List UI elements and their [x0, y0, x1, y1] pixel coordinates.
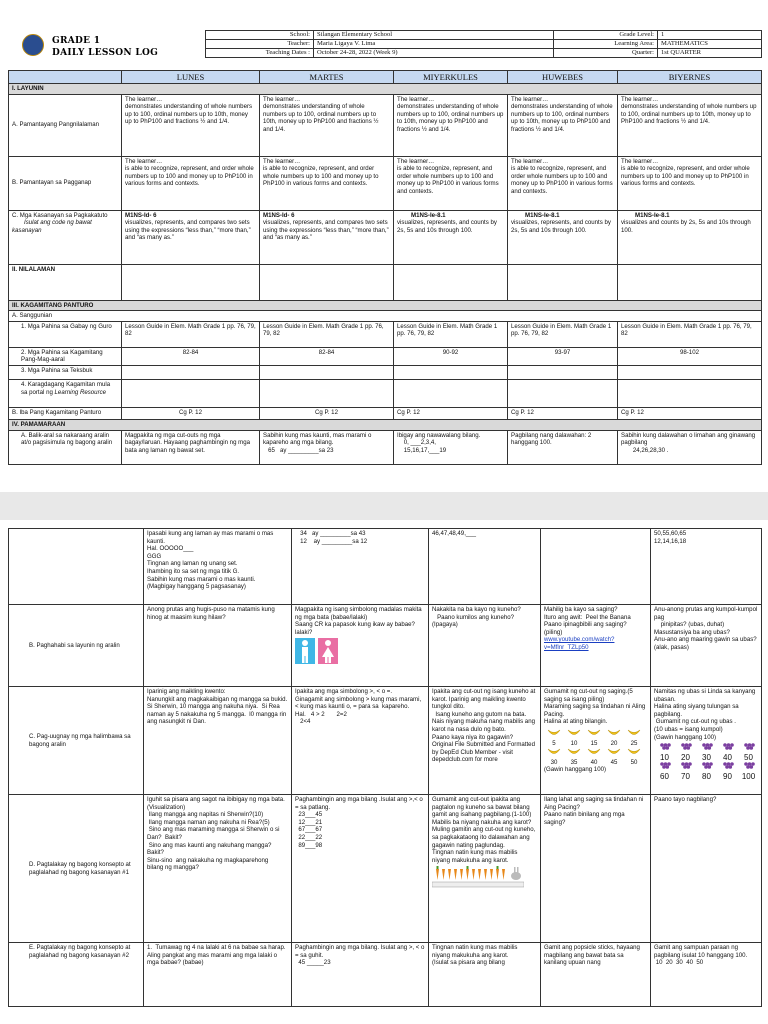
- cell-b-miyerkules: The learner… is able to recognize, represent, and order whole numbers up to 100 and money up to PhP100 in various forms and contexts.: [394, 156, 508, 210]
- cell-a2-huwebes: 93-97: [508, 347, 618, 365]
- paghahabi-miyerkules: Nakakita na ba kayo ng kuneho? Paano kumilos ang kuneho? (Ipagaya): [429, 605, 541, 687]
- pag-uugnay-miyerkules: Ipakita ang cut-out ng isang kuneho at karot. Iparinig ang maikling kwento tungkol dito. Isang kuneho ang gutom na bata. Nais niyang makuha nang mabilis ang karot na nasa dulo ng bato. Paano kaya niya ito gagawin? Original File Submitted and Formatted by DepEd Club Member - visit depedclub.com for more: [429, 687, 541, 795]
- cell-c-huwebes: [508, 210, 618, 264]
- cell-iv-a-martes: Sabihin kung mas kaunti, mas marami o kapareho ang mga bilang. 65 ay _________sa 23: [260, 430, 394, 464]
- banana-number: 45: [610, 758, 618, 766]
- cont-label-cell: [9, 529, 144, 605]
- deped-seal-logo: [22, 34, 44, 56]
- banana-icon: [607, 747, 621, 756]
- section-layunin: I. LAYUNIN: [9, 84, 762, 95]
- quarter-value: 1st QUARTER: [658, 49, 762, 58]
- grape-item: [717, 762, 738, 781]
- grade-title: GRADE 1: [52, 36, 101, 46]
- section-kagamitang-panturo: III. KAGAMITANG PANTURO: [9, 300, 762, 311]
- row-label-pagtalakay-2: E. Pagtalakay ng bagong konsepto at paglalahad ng bagong kasanayan #2: [9, 943, 144, 1007]
- cell-a3-lunes: [122, 365, 260, 379]
- pagtalakay1-biyernes: Paano tayo nagbilang?: [651, 795, 762, 943]
- pagtalakay1-miyerkules: [429, 795, 541, 943]
- grape-item: [654, 762, 675, 781]
- grape-icon: [701, 743, 713, 751]
- banana-number: 15: [590, 739, 598, 747]
- grape-counting-grid: [654, 743, 759, 781]
- row-label-kagamitang-pang-mag-aaral: 2. Mga Pahina sa Kagamitang Pang-Mag-aaral: [9, 347, 122, 365]
- paghahabi-huwebes: [541, 605, 651, 687]
- banana-item: [544, 747, 564, 766]
- banana-number: 25: [630, 739, 638, 747]
- cell-b-huwebes: The learner… is able to recognize, represent, and order whole numbers up to 100 and money up to PhP100 in various forms and contexts.: [508, 156, 618, 210]
- lesson-log-table-page1: [8, 70, 762, 465]
- row-label-gabay-ng-guro: 1. Mga Pahina sa Gabay ng Guro: [9, 321, 122, 347]
- banana-number: 20: [610, 739, 618, 747]
- day-header-huwebes: HUWEBES: [508, 71, 618, 84]
- banana-number: 50: [630, 758, 638, 766]
- grape-number: 40: [723, 753, 732, 763]
- cell-nilalaman-biyernes: [618, 264, 762, 300]
- teacher-value: Maria Ligaya V. Lima: [314, 40, 554, 49]
- banana-item: [564, 728, 584, 747]
- banana-icon: [547, 747, 561, 756]
- grape-number: 80: [702, 772, 711, 782]
- code-martes: M1NS-Id- 6: [263, 211, 295, 219]
- grape-icon: [680, 762, 692, 770]
- cell-nilalaman-martes: [260, 264, 394, 300]
- grape-item: [696, 762, 717, 781]
- cell-nilalaman-lunes: [122, 264, 260, 300]
- corner-header-cell: [9, 71, 122, 84]
- row-label-kasanayan: [9, 210, 122, 264]
- teacher-label: Teacher:: [206, 40, 314, 49]
- paghahabi-biyernes: Anu-anong prutas ang kumpol-kumpol pag pinipitas? (ubas, duhat) Masustansiya ba ang ubas? Anu-ano ang maaring gawin sa ubas? (alak, pasas): [651, 605, 762, 687]
- sanggunian-label: A. Sanggunian: [9, 311, 762, 322]
- day-header-miyerkules: MIYERKULES: [394, 71, 508, 84]
- school-value: Silangan Elementary School: [314, 31, 554, 40]
- grape-item: [717, 743, 738, 762]
- cell-a2-lunes: 82-84: [122, 347, 260, 365]
- grape-number: 10: [660, 753, 669, 763]
- row-label-pamantayang-pangnilalaman: A. Pamantayang Pangnilalaman: [9, 94, 122, 156]
- cell-a-huwebes: The learner… demonstrates understanding of whole numbers up to 100, ordinal numbers up to 10th, money up to PhP100 and fractions ½ and 1/4.: [508, 94, 618, 156]
- competency-biyernes: visualizes and counts by 2s, 5s and 10s through 100.: [621, 219, 751, 234]
- cell-b2-miyerkules: Cg P. 12: [394, 407, 508, 419]
- grape-icon: [743, 762, 755, 770]
- code-biyernes: M1NS-Ie-8.1: [635, 211, 670, 219]
- pagtalakay2-lunes: 1. Tumawag ng 4 na lalaki at 6 na babae sa harap. Aling pangkat ang mas marami ang mga lalaki o mga babae? (babae): [144, 943, 292, 1007]
- code-lunes: M1NS-Id- 6: [125, 211, 157, 219]
- banana-item: [564, 747, 584, 766]
- cell-c-martes: [260, 210, 394, 264]
- grape-icon: [659, 743, 671, 751]
- cell-a4-martes: [260, 379, 394, 407]
- cont-cell-martes: 34 ay _________sa 43 12 ay _________sa 12: [292, 529, 429, 605]
- pagtalakay1-martes: Paghambingin ang mga bilang .Isulat ang >,< o = sa patlang. 23___45 12___21 67___67 22___22 89___98: [292, 795, 429, 943]
- pag-uugnay-huwebes: [541, 687, 651, 795]
- cell-a3-martes: [260, 365, 394, 379]
- row-label-teksbuk: 3. Mga Pahina sa Teksbuk: [9, 365, 122, 379]
- row-label-karagdagang-kagamitan: [9, 379, 122, 407]
- cell-b-lunes: The learner… is able to recognize, represent, and order whole numbers up to 100 and money up to PhP100 in various forms and contexts.: [122, 156, 260, 210]
- competency-lunes: visualizes, represents, and compares two sets using the expressions “less than,” “more than,” and “as many as.”: [125, 219, 251, 242]
- cell-a3-biyernes: [618, 365, 762, 379]
- teaching-dates-label: Teaching Dates :: [206, 49, 314, 58]
- grape-number: 60: [660, 772, 669, 782]
- code-miyerkules: M1NS-Ie-8.1: [411, 211, 446, 219]
- karagdagang-label: 4. Karagdagang Kagamitan mula sa portal ng: [21, 380, 111, 396]
- banana-note: (Gawin hanggang 100): [544, 766, 606, 774]
- cell-a3-miyerkules: [394, 365, 508, 379]
- code-huwebes: M1NS-Ie-8.1: [525, 211, 560, 219]
- banana-item: [604, 728, 624, 747]
- cell-a-lunes: The learner… demonstrates understanding of whole numbers up to 100, ordinal numbers up to 10th, money up to PhP100 and fractions ½ and 1/4.: [122, 94, 260, 156]
- grape-item: [654, 743, 675, 762]
- banana-icon: [567, 747, 581, 756]
- day-header-martes: MARTES: [260, 71, 394, 84]
- paghahabi-lunes: Anong prutas ang hugis-puso na matamis kung hinog at maasim kung hilaw?: [144, 605, 292, 687]
- banana-item: [544, 728, 564, 747]
- grape-number: 20: [681, 753, 690, 763]
- pag-uugnay-huwebes-text: Gumamit ng cut-out ng saging.(5 saging sa isang piling) Maraming saging sa tindahan ni Aling Pacing. Halina at ating bilangin.: [544, 688, 646, 726]
- rabbit-carrot-numberline-icon: [432, 866, 524, 888]
- page-1: [0, 0, 768, 492]
- youtube-link[interactable]: www.youtube.com/watch?v=Mflnr_TZLp50: [544, 636, 615, 651]
- grade-level-label: Grade Level:: [554, 31, 658, 40]
- lesson-log-table-page2: [8, 528, 762, 1007]
- cell-c-biyernes: [618, 210, 762, 264]
- pagtalakay2-biyernes: Gamit ang sampuan paraan ng pagbilang isulat 10 hanggang 100. 10 20 30 40 50: [651, 943, 762, 1007]
- grape-number: 100: [741, 772, 756, 782]
- learning-resource-label: Learning Resource: [54, 388, 107, 396]
- grape-number: 30: [702, 753, 711, 763]
- grape-number: 50: [744, 753, 753, 763]
- cell-a2-martes: 82-84: [260, 347, 394, 365]
- competency-miyerkules: visualizes, represents, and counts by 2s, 5s and 10s through 100.: [397, 219, 497, 234]
- cell-a1-biyernes: Lesson Guide in Elem. Math Grade 1 pp. 76, 79, 82: [618, 321, 762, 347]
- grape-icon: [722, 762, 734, 770]
- learning-area-label: Learning Area:: [554, 40, 658, 49]
- row-label-pamantayan-sa-pagganap: B. Pamantayan sa Pagganap: [9, 156, 122, 210]
- cell-nilalaman-huwebes: [508, 264, 618, 300]
- cell-b2-lunes: Cg P. 12: [122, 407, 260, 419]
- kasanayan-sublabel: Isulat ang code ng bawat kasanayan: [12, 219, 92, 234]
- cell-a4-lunes: [122, 379, 260, 407]
- school-label: School:: [206, 31, 314, 40]
- cell-nilalaman-miyerkules: [394, 264, 508, 300]
- cell-a4-huwebes: [508, 379, 618, 407]
- grape-item: [696, 743, 717, 762]
- cell-c-miyerkules: [394, 210, 508, 264]
- paghahabi-martes: [292, 605, 429, 687]
- competency-martes: visualizes, represents, and compares two sets using the expressions “less than,” “more than,” and “as many as.”: [263, 219, 389, 242]
- cell-iv-a-biyernes: Sabihin kung dalawahan o limahan ang ginawang pagbilang 24,26,28,30 .: [618, 430, 762, 464]
- pagtalakay1-lunes: Iguhit sa pisara ang sagot na ibibigay ng mga bata. (Visualization) Ilang mangga ang napitas ni Sherwin?(10) Ilang mangga naman ang nakuha ni Rea?(5) Sino ang mas maraming mangga si Sherwin o si Dan? Bakit? Sino ang mas kaunti ang nakuhang mangga? Bakit? Sinu-sino ang nakakuha ng magkaparehong bilang ng mangga?: [144, 795, 292, 943]
- pagtalakay1-miyerkules-text: Gumamit ang cut-out ipakita ang pagtalon ng kuneho sa bawat bilang gamit ang isahang pagbilang.(1-100) Mabilis ba niyang nakuha ang karot? Muling gamitin ang cut-out ng kuneho, sa pagkakataong ito dalawahan ang gagawin nating paglundag. Tingnan natin kung mas mabilis niyang makukuha ang karot.: [432, 796, 536, 864]
- cell-b-martes: The learner… is able to recognize, represent, and order whole numbers up to 100 and money up to PhP100 in various forms and contexts.: [260, 156, 394, 210]
- cell-iv-a-huwebes: Pagbilang nang dalawahan: 2 hanggang 100.: [508, 430, 618, 464]
- cell-a1-huwebes: Lesson Guide in Elem. Math Grade 1 pp. 76, 79, 82: [508, 321, 618, 347]
- cont-cell-huwebes: [541, 529, 651, 605]
- learning-area-value: MATHEMATICS: [658, 40, 762, 49]
- row-label-pag-uugnay: C. Pag-uugnay ng mga halimbawa sa bagong aralin: [9, 687, 144, 795]
- cont-cell-miyerkules: 46,47,48,49,___: [429, 529, 541, 605]
- banana-counting-grid: [544, 728, 648, 766]
- cell-b2-huwebes: Cg P. 12: [508, 407, 618, 419]
- cell-b-biyernes: The learner… is able to recognize, represent, and order whole numbers up to 100 and money up to PhP100 in various forms and contexts.: [618, 156, 762, 210]
- cell-iv-a-lunes: Magpakita ng mga cut-outs ng mga bagay/laruan. Hayaang paghambingin ng mga bata ang laman ng bawat set.: [122, 430, 260, 464]
- paghahabi-martes-text: Magpakita ng isang simbolong madalas makita ng mga bata (babae/lalaki) Saang CR ka papasok kung ikaw ay babae? lalaki?: [295, 606, 422, 636]
- grape-icon: [743, 743, 755, 751]
- cell-b2-martes: Cg P. 12: [260, 407, 394, 419]
- day-header-biyernes: BIYERNES: [618, 71, 762, 84]
- pagtalakay2-huwebes: Gamit ang popsicle sticks, hayaang magbilang ang bawat bata sa kanilang upuan nang: [541, 943, 651, 1007]
- paghahabi-huwebes-text: Mahilig ba kayo sa saging? Ituro ang awit: Peel the Banana Paano ipinagbibili ang saging? (piling): [544, 606, 631, 636]
- banana-number: 40: [590, 758, 598, 766]
- cell-a-biyernes: The learner… demonstrates understanding of whole numbers up to 100, ordinal numbers up to 10th, money up to PhP100 and fractions ½ and 1/4.: [618, 94, 762, 156]
- cell-a1-martes: Lesson Guide in Elem. Math Grade 1 pp. 76, 79, 82: [260, 321, 394, 347]
- day-header-lunes: LUNES: [122, 71, 260, 84]
- pag-uugnay-lunes: Iparinig ang maikling kwento: Nanungkit ang magkakaibigan ng mangga sa bukid. Si Sherwin, 10 mangga ang nakuha niya. Si Rea naman ay 5 nakakuha ng 5 mangga. l0 mangga rin ang nasungkit ni Dan.: [144, 687, 292, 795]
- cell-a2-biyernes: 98-102: [618, 347, 762, 365]
- grape-item: [675, 743, 696, 762]
- grape-icon: [701, 762, 713, 770]
- banana-number: 35: [570, 758, 578, 766]
- daily-lesson-log-title: DAILY LESSON LOG: [52, 48, 159, 58]
- banana-icon: [587, 747, 601, 756]
- banana-item: [604, 747, 624, 766]
- banana-icon: [587, 728, 601, 737]
- banana-icon: [627, 728, 641, 737]
- banana-icon: [547, 728, 561, 737]
- row-label-iba-pang-kagamitan: B. Iba Pang Kagamitang Panturo: [9, 407, 122, 419]
- row-label-balik-aral: A. Balik-aral sa nakaraang aralin at/o pagsisimula ng bagong aralin: [9, 430, 122, 464]
- cell-a1-miyerkules: Lesson Guide in Elem. Math Grade 1 pp. 76, 79, 82: [394, 321, 508, 347]
- banana-number: 5: [552, 739, 556, 747]
- teaching-dates-value: October 24-28, 2022 (Week 9): [314, 49, 554, 58]
- page-2: [0, 520, 768, 1024]
- grape-number: 90: [723, 772, 732, 782]
- header-info-table: [205, 30, 762, 58]
- cell-a-miyerkules: The learner… demonstrates understanding of whole numbers up to 100, ordinal numbers up to 10th, money up to PhP100 and fractions ½ and 1/4.: [394, 94, 508, 156]
- competency-huwebes: visualizes, represents, and counts by 2s, 5s and 10s through 100.: [511, 219, 611, 234]
- section-nilalaman: II. NILALAMAN: [9, 264, 122, 300]
- cell-a2-miyerkules: 90-92: [394, 347, 508, 365]
- grape-icon: [680, 743, 692, 751]
- grape-number: 70: [681, 772, 690, 782]
- pagtalakay1-huwebes: Ilang lahat ang saging sa tindahan ni Aing Pacing? Paano natin binilang ang mga saging?: [541, 795, 651, 943]
- quarter-label: Quarter:: [554, 49, 658, 58]
- row-label-paghahabi: B. Paghahabi sa layunin ng aralin: [9, 605, 144, 687]
- pagtalakay2-miyerkules: Tingnan natin kung mas mabilis niyang makukuha ang karot. (Isulat sa pisara ang bilang: [429, 943, 541, 1007]
- cont-cell-lunes: Ipasabi kung ang laman ay mas marami o mas kaunti. Hal. OOOOO___ GGG Tingnan ang laman ng unang set. Ihambing ito sa set ng mga titik G. Sabihin kung mas marami o mas kaunti. (Magbigay hanggang 5 pagsasanay): [144, 529, 292, 605]
- section-pamamaraan: IV. PAMAMARAAN: [9, 419, 762, 430]
- banana-icon: [567, 728, 581, 737]
- pag-uugnay-biyernes-text: Namitas ng ubas si Linda sa kanyang ubasan. Halina ating siyang tulungan sa pagbilang. Gumamit ng cut-out ng ubas . (10 ubas = isang kumpol) (Gawin hanggang 100): [654, 688, 756, 741]
- pag-uugnay-biyernes: [651, 687, 762, 795]
- banana-item: [624, 728, 644, 747]
- row-label-pagtalakay-1: D. Pagtalakay ng bagong konsepto at paglalahad ng bagong kasanayan #1: [9, 795, 144, 943]
- kasanayan-label: C. Mga Kasanayan sa Pagkakatuto: [12, 211, 108, 219]
- banana-icon: [627, 747, 641, 756]
- cell-a-martes: The learner… demonstrates understanding of whole numbers up to 100, ordinal numbers up to 10th, money up to PhP100 and fractions ½ and 1/4.: [260, 94, 394, 156]
- grape-icon: [659, 762, 671, 770]
- banana-icon: [607, 728, 621, 737]
- cell-a3-huwebes: [508, 365, 618, 379]
- banana-number: 30: [550, 758, 558, 766]
- restroom-icon: [295, 638, 339, 664]
- cont-cell-biyernes: 50,55,60,65 12,14,16,18: [651, 529, 762, 605]
- cell-c-lunes: [122, 210, 260, 264]
- pag-uugnay-martes: Ipakita ang mga simbolong >, < o =. Ginagamit ang simbolong > kung mas marami, < kung mas kaunti o, = para sa kapareho. Hal. 4 > 2 2=2 2<4: [292, 687, 429, 795]
- grape-item: [675, 762, 696, 781]
- grade-level-value: 1: [658, 31, 762, 40]
- cell-b2-biyernes: Cg P. 12: [618, 407, 762, 419]
- cell-a4-miyerkules: [394, 379, 508, 407]
- grape-icon: [722, 743, 734, 751]
- grape-item: [738, 762, 759, 781]
- cell-a4-biyernes: [618, 379, 762, 407]
- banana-item: [584, 747, 604, 766]
- banana-item: [624, 747, 644, 766]
- cell-iv-a-miyerkules: Ibigay ang nawawalang bilang. 0, ___2,3,4, 15,16,17,___19: [394, 430, 508, 464]
- banana-item: [584, 728, 604, 747]
- cell-a1-lunes: Lesson Guide in Elem. Math Grade 1 pp. 76, 79, 82: [122, 321, 260, 347]
- grape-item: [738, 743, 759, 762]
- pagtalakay2-martes: Paghambingin ang mga bilang. Isulat ang >, < o = sa guhit. 45 _____23: [292, 943, 429, 1007]
- banana-number: 10: [570, 739, 578, 747]
